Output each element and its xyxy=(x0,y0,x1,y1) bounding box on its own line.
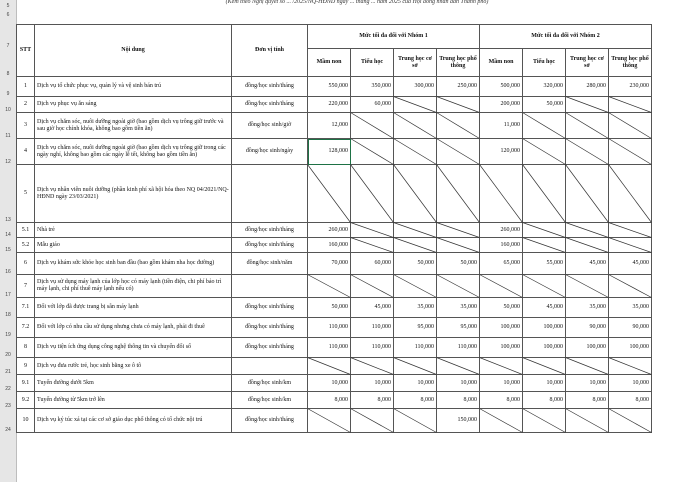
table-row xyxy=(17,77,652,97)
value-cell[interactable]: 260,000 xyxy=(480,223,523,238)
value-cell[interactable] xyxy=(609,165,652,223)
row-number[interactable]: 17 xyxy=(5,291,11,298)
value-cell[interactable]: 8,000 xyxy=(437,392,480,409)
value-cell[interactable]: 8,000 xyxy=(566,392,609,409)
value-cell[interactable] xyxy=(351,165,394,223)
row-number[interactable]: 15 xyxy=(5,246,11,253)
value-cell[interactable]: 110,000 xyxy=(394,338,437,358)
value-cell[interactable]: 110,000 xyxy=(351,338,394,358)
value-cell[interactable]: 10,000 xyxy=(480,375,523,392)
value-cell[interactable]: 35,000 xyxy=(609,298,652,318)
value-cell[interactable]: 100,000 xyxy=(480,318,523,338)
unit-cell[interactable]: đồng/học sinh/giờ xyxy=(232,113,308,139)
stt-cell[interactable]: 9.2 xyxy=(17,392,35,409)
value-cell[interactable] xyxy=(523,238,566,253)
row-number[interactable]: 8 xyxy=(6,70,10,77)
value-cell[interactable]: 8,000 xyxy=(609,392,652,409)
stt-cell[interactable]: 4 xyxy=(17,139,35,165)
value-cell[interactable]: 250,000 xyxy=(437,77,480,97)
value-cell[interactable] xyxy=(351,113,394,139)
unit-cell[interactable]: đồng/học sinh/tháng xyxy=(232,223,308,238)
value-cell[interactable]: 50,000 xyxy=(394,253,437,275)
value-cell[interactable]: 10,000 xyxy=(437,375,480,392)
value-cell[interactable]: 110,000 xyxy=(308,318,351,338)
value-cell[interactable]: 230,000 xyxy=(609,77,652,97)
value-cell[interactable]: 350,000 xyxy=(351,77,394,97)
table-row xyxy=(17,238,652,253)
value-cell[interactable]: 160,000 xyxy=(308,238,351,253)
stt-cell[interactable]: 3 xyxy=(17,113,35,139)
value-cell[interactable]: 160,000 xyxy=(480,238,523,253)
value-cell[interactable] xyxy=(609,409,652,433)
value-cell[interactable]: 90,000 xyxy=(609,318,652,338)
table-row xyxy=(17,392,652,409)
level-header: Tiểu học xyxy=(351,49,394,77)
value-cell[interactable]: 11,000 xyxy=(480,113,523,139)
value-cell[interactable] xyxy=(609,113,652,139)
value-cell[interactable]: 128,000 xyxy=(308,139,351,165)
content-cell[interactable]: Mẫu giáo xyxy=(35,238,232,253)
value-cell[interactable] xyxy=(609,97,652,113)
row-number[interactable]: 22 xyxy=(5,385,11,392)
value-cell[interactable]: 8,000 xyxy=(351,392,394,409)
value-cell[interactable] xyxy=(394,139,437,165)
content-cell[interactable]: Dịch vụ nhân viên nuôi dưỡng (phần kinh phí xã hội hóa theo NQ 04/2021/NQ-HĐND ngày 23/03/2021) xyxy=(35,165,232,223)
value-cell[interactable]: 100,000 xyxy=(480,338,523,358)
value-cell[interactable] xyxy=(523,165,566,223)
value-cell[interactable] xyxy=(394,223,437,238)
table-row xyxy=(17,409,652,433)
stt-cell[interactable]: 1 xyxy=(17,77,35,97)
row-number[interactable]: 7 xyxy=(6,42,10,49)
level-header: Tiểu học xyxy=(523,49,566,77)
value-cell[interactable]: 10,000 xyxy=(566,375,609,392)
stt-cell[interactable]: 9 xyxy=(17,358,35,375)
value-cell[interactable] xyxy=(566,97,609,113)
value-cell[interactable] xyxy=(437,165,480,223)
unit-cell[interactable]: đồng/học sinh/năm xyxy=(232,253,308,275)
table-row xyxy=(17,318,652,338)
unit-cell[interactable]: đồng/học sinh/km xyxy=(232,375,308,392)
value-cell[interactable] xyxy=(394,358,437,375)
value-cell[interactable] xyxy=(351,358,394,375)
value-cell[interactable]: 55,000 xyxy=(523,253,566,275)
level-header: Trung học cơ sở xyxy=(566,49,609,77)
value-cell[interactable]: 12,000 xyxy=(308,113,351,139)
value-cell[interactable]: 120,000 xyxy=(480,139,523,165)
row-number[interactable]: 12 xyxy=(5,158,11,165)
unit-cell[interactable] xyxy=(232,165,308,223)
value-cell[interactable] xyxy=(566,113,609,139)
content-cell[interactable]: Dịch vụ sử dụng máy lạnh của lớp học có máy lạnh (tiền điện, chi phí bảo trì máy lạnh, chi phí thuê máy lạnh nếu có) xyxy=(35,275,232,298)
value-cell[interactable] xyxy=(308,165,351,223)
value-cell[interactable]: 8,000 xyxy=(523,392,566,409)
value-cell[interactable] xyxy=(437,275,480,298)
value-cell[interactable] xyxy=(394,238,437,253)
value-cell[interactable] xyxy=(437,97,480,113)
value-cell[interactable]: 320,000 xyxy=(523,77,566,97)
value-cell[interactable]: 50,000 xyxy=(308,298,351,318)
row-number[interactable]: 10 xyxy=(5,106,11,113)
stt-cell[interactable]: 5.1 xyxy=(17,223,35,238)
value-cell[interactable] xyxy=(394,275,437,298)
row-number[interactable]: 6 xyxy=(6,12,10,18)
value-cell[interactable] xyxy=(394,409,437,433)
row-number[interactable]: 11 xyxy=(5,132,11,139)
value-cell[interactable] xyxy=(394,165,437,223)
content-cell[interactable]: Tuyến đường dưới 5km xyxy=(35,375,232,392)
value-cell[interactable]: 100,000 xyxy=(523,338,566,358)
col-stt-header: STT xyxy=(17,25,35,77)
unit-cell[interactable]: đồng/học sinh/tháng xyxy=(232,338,308,358)
value-cell[interactable] xyxy=(523,409,566,433)
level-header: Mầm non xyxy=(308,49,351,77)
unit-cell[interactable] xyxy=(232,358,308,375)
content-cell[interactable]: Dịch vụ khám sức khỏe học sinh ban đầu (bao gồm khám nha học đường) xyxy=(35,253,232,275)
unit-cell[interactable]: đồng/học sinh/tháng xyxy=(232,409,308,433)
content-cell[interactable]: Dịch vụ tiện ích ứng dụng công nghệ thông tin và chuyển đổi số xyxy=(35,338,232,358)
value-cell[interactable] xyxy=(523,358,566,375)
value-cell[interactable] xyxy=(609,223,652,238)
value-cell[interactable]: 45,000 xyxy=(351,298,394,318)
value-cell[interactable] xyxy=(394,97,437,113)
value-cell[interactable] xyxy=(609,275,652,298)
fee-table xyxy=(16,24,652,433)
value-cell[interactable] xyxy=(566,165,609,223)
value-cell[interactable]: 50,000 xyxy=(523,97,566,113)
stt-cell[interactable]: 5 xyxy=(17,165,35,223)
row-number[interactable]: 18 xyxy=(5,311,11,318)
value-cell[interactable]: 60,000 xyxy=(351,253,394,275)
value-cell[interactable] xyxy=(480,165,523,223)
value-cell[interactable] xyxy=(394,113,437,139)
value-cell[interactable]: 45,000 xyxy=(566,253,609,275)
col-unit-header: Đơn vị tính xyxy=(232,25,308,77)
value-cell[interactable] xyxy=(566,139,609,165)
value-cell[interactable] xyxy=(480,275,523,298)
row-number[interactable]: 20 xyxy=(5,351,11,358)
level-header: Trung học phổ thông xyxy=(609,49,652,77)
stt-cell[interactable]: 5.2 xyxy=(17,238,35,253)
value-cell[interactable] xyxy=(566,275,609,298)
value-cell[interactable] xyxy=(437,113,480,139)
stt-cell[interactable]: 9.1 xyxy=(17,375,35,392)
value-cell[interactable]: 550,000 xyxy=(308,77,351,97)
table-row xyxy=(17,139,652,165)
value-cell[interactable] xyxy=(523,139,566,165)
row-number[interactable]: 14 xyxy=(5,231,11,238)
table-row xyxy=(17,97,652,113)
value-cell[interactable]: 260,000 xyxy=(308,223,351,238)
value-cell[interactable] xyxy=(437,223,480,238)
value-cell[interactable] xyxy=(351,139,394,165)
table-row xyxy=(17,253,652,275)
value-cell[interactable]: 280,000 xyxy=(566,77,609,97)
value-cell[interactable]: 300,000 xyxy=(394,77,437,97)
stt-cell[interactable]: 7.2 xyxy=(17,318,35,338)
level-header: Trung học cơ sở xyxy=(394,49,437,77)
value-cell[interactable] xyxy=(523,275,566,298)
value-cell[interactable]: 220,000 xyxy=(308,97,351,113)
unit-cell[interactable]: đồng/học sinh/tháng xyxy=(232,238,308,253)
value-cell[interactable] xyxy=(351,223,394,238)
value-cell[interactable]: 10,000 xyxy=(351,375,394,392)
unit-cell[interactable]: đồng/học sinh/tháng xyxy=(232,77,308,97)
value-cell[interactable]: 150,000 xyxy=(437,409,480,433)
table-row xyxy=(17,223,652,238)
value-cell[interactable]: 70,000 xyxy=(308,253,351,275)
value-cell[interactable] xyxy=(437,238,480,253)
value-cell[interactable]: 90,000 xyxy=(566,318,609,338)
value-cell[interactable] xyxy=(609,358,652,375)
value-cell[interactable] xyxy=(566,238,609,253)
value-cell[interactable]: 100,000 xyxy=(566,338,609,358)
stt-cell[interactable]: 10 xyxy=(17,409,35,433)
unit-cell[interactable]: đồng/học sinh/tháng xyxy=(232,298,308,318)
value-cell[interactable] xyxy=(523,113,566,139)
table-row xyxy=(17,358,652,375)
value-cell[interactable] xyxy=(437,139,480,165)
table-row xyxy=(17,298,652,318)
value-cell[interactable]: 65,000 xyxy=(480,253,523,275)
value-cell[interactable]: 110,000 xyxy=(308,338,351,358)
value-cell[interactable] xyxy=(351,275,394,298)
content-cell[interactable]: Dịch vụ chăm sóc, nuôi dưỡng ngoài giờ (bao gồm dịch vụ trông giữ trong các ngày nghỉ, không bao gồm các ngày lễ tết, không bao gồm tiền ăn) xyxy=(35,139,232,165)
content-cell[interactable]: Dịch vụ đưa rước trẻ, học sinh bằng xe ô tô xyxy=(35,358,232,375)
value-cell[interactable]: 95,000 xyxy=(437,318,480,338)
row-number[interactable]: 23 xyxy=(5,402,11,409)
value-cell[interactable] xyxy=(609,238,652,253)
table-row xyxy=(17,165,652,223)
row-number[interactable]: 24 xyxy=(5,426,11,433)
value-cell[interactable]: 35,000 xyxy=(566,298,609,318)
content-cell[interactable]: Dịch vụ phục vụ ăn sáng xyxy=(35,97,232,113)
value-cell[interactable]: 10,000 xyxy=(523,375,566,392)
value-cell[interactable]: 60,000 xyxy=(351,97,394,113)
stt-cell[interactable]: 2 xyxy=(17,97,35,113)
value-cell[interactable]: 50,000 xyxy=(480,298,523,318)
content-cell[interactable]: Tuyến đường từ 5km trở lên xyxy=(35,392,232,409)
value-cell[interactable] xyxy=(308,275,351,298)
value-cell[interactable]: 8,000 xyxy=(394,392,437,409)
value-cell[interactable]: 35,000 xyxy=(394,298,437,318)
value-cell[interactable] xyxy=(480,409,523,433)
row-number[interactable]: 13 xyxy=(5,216,11,223)
table-row xyxy=(17,275,652,298)
value-cell[interactable]: 110,000 xyxy=(437,338,480,358)
row-number[interactable]: 19 xyxy=(5,331,11,338)
value-cell[interactable]: 110,000 xyxy=(351,318,394,338)
value-cell[interactable] xyxy=(523,223,566,238)
unit-cell[interactable]: đồng/học sinh/tháng xyxy=(232,97,308,113)
value-cell[interactable]: 100,000 xyxy=(609,338,652,358)
value-cell[interactable] xyxy=(566,409,609,433)
value-cell[interactable] xyxy=(351,238,394,253)
stt-cell[interactable]: 6 xyxy=(17,253,35,275)
unit-cell[interactable] xyxy=(232,275,308,298)
table-row xyxy=(17,375,652,392)
header-caption: (Kèm theo Nghị quyết số ... /2025/NQ-HĐND ngày ... tháng ... năm 2025 của Hội đồng nhân dân Thành phố) xyxy=(16,0,698,5)
group1-header: Mức tối đa đối với Nhóm 1 xyxy=(308,25,480,49)
value-cell[interactable]: 500,000 xyxy=(480,77,523,97)
value-cell[interactable]: 10,000 xyxy=(394,375,437,392)
col-content-header: Nội dung xyxy=(35,25,232,77)
row-number[interactable]: 5 xyxy=(6,3,10,9)
value-cell[interactable]: 10,000 xyxy=(308,375,351,392)
row-number[interactable]: 9 xyxy=(6,90,10,97)
value-cell[interactable]: 35,000 xyxy=(437,298,480,318)
unit-cell[interactable]: đồng/học sinh/ngày xyxy=(232,139,308,165)
value-cell[interactable] xyxy=(308,358,351,375)
stt-cell[interactable]: 7 xyxy=(17,275,35,298)
content-cell[interactable]: Dịch vụ chăm sóc, nuôi dưỡng ngoài giờ (bao gồm dịch vụ trông giữ trước và sau giờ học chính khóa, không bao gồm tiền ăn) xyxy=(35,113,232,139)
content-cell[interactable]: Nhà trẻ xyxy=(35,223,232,238)
stt-cell[interactable]: 7.1 xyxy=(17,298,35,318)
value-cell[interactable] xyxy=(609,139,652,165)
content-cell[interactable]: Dịch vụ ký túc xá tại các cơ sở giáo dục phổ thông có tổ chức nội trú xyxy=(35,409,232,433)
value-cell[interactable] xyxy=(566,358,609,375)
value-cell[interactable] xyxy=(566,223,609,238)
row-number[interactable]: 16 xyxy=(5,268,11,275)
table-row xyxy=(17,113,652,139)
table-row xyxy=(17,338,652,358)
content-cell[interactable]: Dịch vụ tổ chức phục vụ, quản lý và vệ sinh bán trú xyxy=(35,77,232,97)
value-cell[interactable]: 50,000 xyxy=(437,253,480,275)
content-cell[interactable]: Đối với lớp đã được trang bị sẵn máy lạnh xyxy=(35,298,232,318)
value-cell[interactable]: 45,000 xyxy=(609,253,652,275)
value-cell[interactable]: 95,000 xyxy=(394,318,437,338)
group2-header: Mức tối đa đối với Nhóm 2 xyxy=(480,25,652,49)
value-cell[interactable] xyxy=(480,358,523,375)
value-cell[interactable] xyxy=(308,409,351,433)
value-cell[interactable] xyxy=(351,409,394,433)
value-cell[interactable]: 8,000 xyxy=(480,392,523,409)
value-cell[interactable] xyxy=(437,358,480,375)
level-header: Mầm non xyxy=(480,49,523,77)
unit-cell[interactable]: đồng/học sinh/km xyxy=(232,392,308,409)
row-number[interactable]: 21 xyxy=(5,368,11,375)
level-header: Trung học phổ thông xyxy=(437,49,480,77)
value-cell[interactable]: 200,000 xyxy=(480,97,523,113)
value-cell[interactable]: 45,000 xyxy=(523,298,566,318)
value-cell[interactable]: 100,000 xyxy=(523,318,566,338)
value-cell[interactable]: 10,000 xyxy=(609,375,652,392)
content-cell[interactable]: Đối với lớp có nhu cầu sử dụng nhưng chưa có máy lạnh, phải đi thuê xyxy=(35,318,232,338)
value-cell[interactable]: 8,000 xyxy=(308,392,351,409)
unit-cell[interactable]: đồng/học sinh/tháng xyxy=(232,318,308,338)
stt-cell[interactable]: 8 xyxy=(17,338,35,358)
